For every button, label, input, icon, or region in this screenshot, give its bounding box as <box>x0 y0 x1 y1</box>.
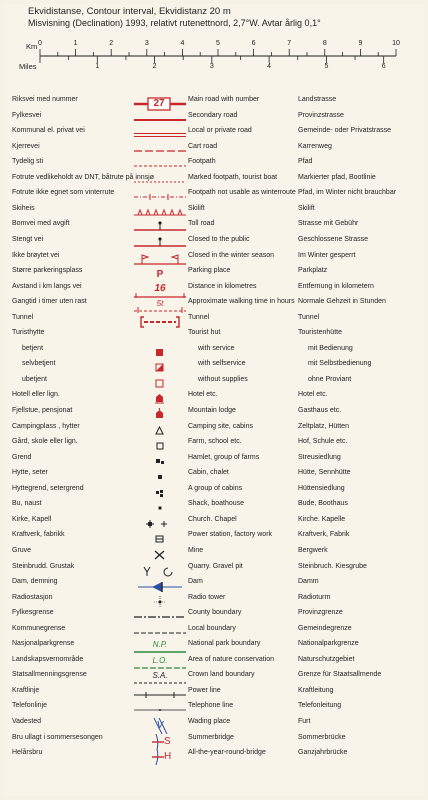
norwegian-label: Hotell eller lign. <box>12 391 60 399</box>
german-label: Geschlossene Strasse <box>298 235 369 243</box>
german-label: Radioturm <box>298 593 331 601</box>
legend-row <box>0 360 428 376</box>
german-label: Grenze für Staatsallmende <box>298 671 382 679</box>
german-label: mit Selbstbedienung <box>308 360 372 368</box>
german-label: Pfad <box>298 158 313 166</box>
legend-row <box>0 469 428 485</box>
hut-serviced-icon <box>132 345 188 361</box>
local-road-icon <box>132 127 188 143</box>
scale-bar <box>0 36 428 76</box>
symbol-badge: 5t <box>156 299 164 309</box>
german-label: Bergwerk <box>298 546 328 554</box>
national-park-icon <box>132 640 188 656</box>
norwegian-label: Campingplass , hytter <box>12 422 80 430</box>
english-label: A group of cabins <box>188 484 243 492</box>
german-label: Skilift <box>298 204 315 212</box>
norwegian-label: Større parkeringsplass <box>12 267 83 275</box>
english-label: National park boundary <box>188 640 261 648</box>
norwegian-label: Grend <box>12 453 32 461</box>
german-label: Landstrasse <box>298 96 337 103</box>
dam-icon <box>132 578 188 594</box>
camping-icon <box>132 423 188 439</box>
english-label: Dam <box>188 578 203 586</box>
norwegian-label: Tunnel <box>12 313 34 321</box>
mile-tick-label: 2 <box>152 63 157 70</box>
english-label: Cart road <box>188 142 218 150</box>
legend-row <box>0 531 428 547</box>
norwegian-label: Kraftlinje <box>12 686 40 694</box>
legend-row <box>0 298 428 314</box>
contour-interval-text: Ekvidistanse, Contour interval, Ekvidistanz 20 m <box>28 6 231 17</box>
footpath-icon <box>132 158 188 174</box>
norwegian-label: Bru ullagt i sommersesongen <box>12 733 103 741</box>
english-label: Closed to the public <box>188 235 250 243</box>
legend-row <box>0 594 428 610</box>
legend-row <box>0 438 428 454</box>
german-label: Tunnel <box>298 313 320 321</box>
symbol-badge: S <box>164 735 171 747</box>
legend-row <box>0 640 428 656</box>
norwegian-label: Dam, demning <box>12 578 58 586</box>
norwegian-label: betjent <box>22 344 44 352</box>
english-label: Footpath not usable as winterroute <box>188 189 296 197</box>
german-label: Hotel etc. <box>298 391 328 399</box>
marked-footpath-icon <box>132 174 188 190</box>
german-label: Bude, Boothaus <box>298 500 348 508</box>
cabin-group-icon <box>132 485 188 501</box>
norwegian-label: Tydelig sti <box>12 158 44 166</box>
miles-label: Miles <box>19 62 37 71</box>
german-label: Parkplatz <box>298 267 328 275</box>
english-label: Distance in kilometres <box>188 282 257 290</box>
km-tick-label: 9 <box>358 40 363 47</box>
symbol-badge: 16 <box>154 282 166 294</box>
norwegian-label: Turisthytte <box>12 329 45 337</box>
english-label: with service <box>198 344 235 352</box>
legend-row <box>0 671 428 687</box>
english-label: Telephone line <box>188 702 234 710</box>
county-boundary-icon <box>132 609 188 625</box>
telephone-line-icon <box>132 702 188 718</box>
legend-row <box>0 485 428 501</box>
german-label: Touristenhütte <box>298 329 342 337</box>
english-label: Tourist hut <box>188 329 221 337</box>
mile-tick-label: 3 <box>209 63 214 70</box>
german-label: Zeltplatz, Hütten <box>298 422 349 430</box>
norwegian-label: Ikke brøytet vei <box>12 251 60 259</box>
legend-row <box>0 578 428 594</box>
symbol-badge: H <box>164 751 172 763</box>
summer-path-icon <box>132 189 188 205</box>
legend-row <box>0 687 428 703</box>
symbol-badge: 27 <box>153 98 165 109</box>
norwegian-label: Fjellstue, pensjonat <box>12 407 73 414</box>
crown-land-icon <box>132 671 188 687</box>
german-label: Normale Gehzeit in Stunden <box>298 298 386 306</box>
mile-tick-label: 6 <box>381 63 386 70</box>
norwegian-label: Bomvei med avgift <box>12 220 70 228</box>
norwegian-label: Skiheis <box>12 204 35 212</box>
km-tick-label: 1 <box>73 40 78 47</box>
legend-row <box>0 391 428 407</box>
legend-row <box>0 702 428 718</box>
legend-row <box>0 96 428 112</box>
norwegian-label: Kommunegrense <box>12 624 66 632</box>
km-tick-label: 7 <box>287 40 292 47</box>
english-label: Area of nature conservation <box>188 655 274 663</box>
english-label: County boundary <box>188 609 242 617</box>
norwegian-label: Steinbrudd. Grustak <box>12 562 75 570</box>
german-label: Nationalparkgrenze <box>298 640 359 648</box>
english-label: Wading place <box>188 718 231 725</box>
german-label: Strasse mit Gebühr <box>298 220 359 228</box>
power-line-icon <box>132 687 188 703</box>
main-road-icon <box>132 96 188 112</box>
english-label: Farm, school etc. <box>188 438 242 446</box>
english-label: Main road with number <box>188 96 260 103</box>
english-label: Local boundary <box>188 624 236 632</box>
german-label: Kraftverk, Fabrik <box>298 531 350 539</box>
hotel-icon <box>132 391 188 407</box>
english-label: Cabin, chalet <box>188 469 229 477</box>
km-tick-label: 4 <box>180 40 185 47</box>
norwegian-label: Gangtid i timer uten rast <box>12 298 87 306</box>
secondary-road-icon <box>132 112 188 128</box>
norwegian-label: Avstand i km langs vei <box>12 282 82 290</box>
hut-unserviced-icon <box>132 376 188 392</box>
parking-icon <box>132 267 188 283</box>
norwegian-label: Kommunal el. privat vei <box>12 127 85 135</box>
norwegian-label: Hytte, seter <box>12 469 48 477</box>
legend-row <box>0 376 428 392</box>
legend-row <box>0 314 428 330</box>
norwegian-label: Fylkesgrense <box>12 609 54 617</box>
skilift-icon <box>132 205 188 221</box>
english-label: with selfservice <box>198 360 246 368</box>
norwegian-label: Bu, naust <box>12 500 42 508</box>
legend-row <box>0 127 428 143</box>
norwegian-label: Landskapsvernområde <box>12 655 84 663</box>
legend-row <box>0 158 428 174</box>
english-label: Parking place <box>188 267 231 275</box>
legend-row <box>0 563 428 579</box>
quarry-icon <box>132 563 188 579</box>
norwegian-label: Kjerrevei <box>12 142 40 150</box>
norwegian-label: Gruve <box>12 546 32 554</box>
year-bridge-icon <box>132 749 188 765</box>
german-label: Im Winter gesperrt <box>298 251 356 259</box>
legend-row <box>0 236 428 252</box>
symbol-badge: V <box>156 720 164 731</box>
german-label: Naturschutzgebiet <box>298 655 355 663</box>
toll-road-icon <box>132 220 188 236</box>
legend-row <box>0 283 428 299</box>
mountain-lodge-icon <box>132 407 188 423</box>
english-label: Closed in the winter season <box>188 251 274 259</box>
norwegian-label: Telefonlinje <box>12 702 48 710</box>
legend-row <box>0 718 428 734</box>
legend-row <box>0 407 428 423</box>
german-label: Furt <box>298 718 311 725</box>
km-label: Km <box>26 42 38 51</box>
german-label: Streusiedlung <box>298 453 341 461</box>
legend-row <box>0 112 428 128</box>
norwegian-label: Stengt vei <box>12 235 44 243</box>
km-tick-label: 3 <box>144 40 149 47</box>
mine-icon <box>132 547 188 563</box>
english-label: Shack, boathouse <box>188 500 245 508</box>
english-label: Camping site, cabins <box>188 422 253 430</box>
german-label: Provinzstrasse <box>298 111 344 119</box>
english-label: Approximate walking time in hours <box>188 298 295 306</box>
norwegian-label: Riksvei med nummer <box>12 96 78 103</box>
english-label: Footpath <box>188 158 216 166</box>
cabin-icon <box>132 469 188 485</box>
tunnel-icon <box>132 314 188 330</box>
german-label: Gemeindegrenze <box>298 624 352 632</box>
legend-row <box>0 205 428 221</box>
norwegian-label: ubetjent <box>22 375 47 383</box>
english-label: Mine <box>188 546 204 554</box>
legend-row <box>0 267 428 283</box>
radio-tower-icon <box>132 594 188 610</box>
norwegian-label: Hyttegrend, setergrend <box>12 484 84 492</box>
mile-tick-label: 5 <box>324 63 329 70</box>
norwegian-label: Gård, skole eller lign. <box>12 438 78 446</box>
norwegian-label: Fylkesvei <box>12 111 42 119</box>
legend-row <box>0 329 428 345</box>
legend-row <box>0 174 428 190</box>
legend-row <box>0 547 428 563</box>
local-boundary-icon <box>132 625 188 641</box>
farm-icon <box>132 438 188 454</box>
norwegian-label: Helårsbru <box>12 749 43 757</box>
english-label: Toll road <box>188 220 215 228</box>
legend-row <box>0 625 428 641</box>
english-label: Crown land boundary <box>188 671 255 679</box>
norwegian-label: Fotrute vedlikeholdt av DNT, båtrute på innsjø <box>12 173 155 181</box>
legend-row <box>0 454 428 470</box>
english-label: Hotel etc. <box>188 391 218 399</box>
legend-row <box>0 345 428 361</box>
english-label: Power station, factory work <box>188 531 273 539</box>
mile-tick-label: 1 <box>95 63 100 70</box>
km-tick-label: 8 <box>322 40 327 47</box>
summer-bridge-icon <box>132 734 188 750</box>
german-label: Hof, Schule etc. <box>298 438 348 446</box>
legend-row <box>0 189 428 205</box>
german-label: Provinzgrenze <box>298 609 343 617</box>
legend-row <box>0 749 428 765</box>
legend-row <box>0 516 428 532</box>
english-label: without supplies <box>198 375 248 383</box>
english-label: Mountain lodge <box>188 407 236 414</box>
km-tick-label: 10 <box>392 40 400 47</box>
hut-selfservice-icon <box>132 360 188 376</box>
norwegian-label: Statsallmenningsgrense <box>12 671 87 679</box>
english-label: Summerbridge <box>188 733 234 741</box>
walking-time-icon <box>132 298 188 314</box>
german-label: mit Bedienung <box>308 344 353 352</box>
english-label: Power line <box>188 686 221 694</box>
german-label: Markierter pfad, Bootlinie <box>298 173 376 181</box>
norwegian-label: Fotrute ikke egnet som vinterrute <box>12 189 115 197</box>
conservation-icon <box>132 656 188 672</box>
german-label: Telefonleitung <box>298 702 342 710</box>
english-label: Tunnel <box>188 313 210 321</box>
legend-row <box>0 423 428 439</box>
english-label: Marked footpath, tourist boat <box>188 173 278 181</box>
english-label: Quarry. Gravel pit <box>188 562 243 570</box>
english-label: Radio tower <box>188 593 226 601</box>
closed-road-icon <box>132 236 188 252</box>
symbol-badge: P <box>156 269 164 281</box>
english-label: Local or private road <box>188 127 252 135</box>
winter-closed-icon <box>132 252 188 268</box>
german-label: Kraftleitung <box>298 686 334 694</box>
km-tick-label: 5 <box>216 40 220 47</box>
english-label: Skilift <box>188 204 205 212</box>
legend-row <box>0 609 428 625</box>
wading-icon <box>132 718 188 734</box>
english-label: All-the-year-round-bridge <box>188 749 266 757</box>
german-label: Gemeinde- oder Privatstrasse <box>298 127 391 135</box>
german-label: Sommerbrücke <box>298 733 346 741</box>
german-label: Entfernung in kilometern <box>298 282 374 290</box>
german-label: ohne Proviant <box>308 375 352 383</box>
norwegian-label: Kraftverk, fabrikk <box>12 531 65 539</box>
german-label: Hütte, Sennhütte <box>298 469 351 477</box>
power-station-icon <box>132 531 188 547</box>
english-label: Church. Chapel <box>188 515 237 523</box>
declination-text: Misvisning (Declination) 1993, relativt rutenettnord, 2,7°W. Avtar årlig 0,1° <box>28 18 321 28</box>
norwegian-label: selvbetjent <box>22 360 56 368</box>
km-tick-label: 2 <box>109 40 114 47</box>
shack-icon <box>132 500 188 516</box>
scale-ruler <box>0 36 428 76</box>
hamlet-icon <box>132 454 188 470</box>
cart-road-icon <box>132 143 188 159</box>
german-label: Steinbruch. Kiesgrube <box>298 562 367 570</box>
norwegian-label: Vadested <box>12 718 42 725</box>
church-icon <box>132 516 188 532</box>
km-tick-label: 0 <box>38 40 42 47</box>
german-label: Damm <box>298 578 319 586</box>
english-label: Secondary road <box>188 111 238 119</box>
german-label: Gasthaus etc. <box>298 407 342 414</box>
norwegian-label: Radiostasjon <box>12 593 53 601</box>
legend-row <box>0 143 428 159</box>
german-label: Pfad, im Winter nicht brauchbar <box>298 189 397 197</box>
legend-row <box>0 656 428 672</box>
legend-row <box>0 220 428 236</box>
german-label: Kirche. Kapelle <box>298 515 346 523</box>
legend-row <box>0 252 428 268</box>
norwegian-label: Nasjonalparkgrense <box>12 640 75 648</box>
symbol-badge: N.P. <box>152 640 168 650</box>
symbol-badge: S.A. <box>152 671 168 681</box>
mile-tick-label: 4 <box>267 63 272 70</box>
symbol-badge: L.O. <box>152 655 168 665</box>
german-label: Hüttensiedlung <box>298 484 345 492</box>
km-tick-label: 6 <box>251 40 256 47</box>
legend-row <box>0 734 428 750</box>
english-label: Hamlet, group of farms <box>188 453 260 461</box>
german-label: Ganzjahrbrücke <box>298 749 348 757</box>
distance-icon <box>132 283 188 299</box>
none <box>132 329 188 345</box>
german-label: Karrenweg <box>298 142 332 150</box>
norwegian-label: Kirke, Kapell <box>12 515 52 523</box>
legend-row <box>0 500 428 516</box>
